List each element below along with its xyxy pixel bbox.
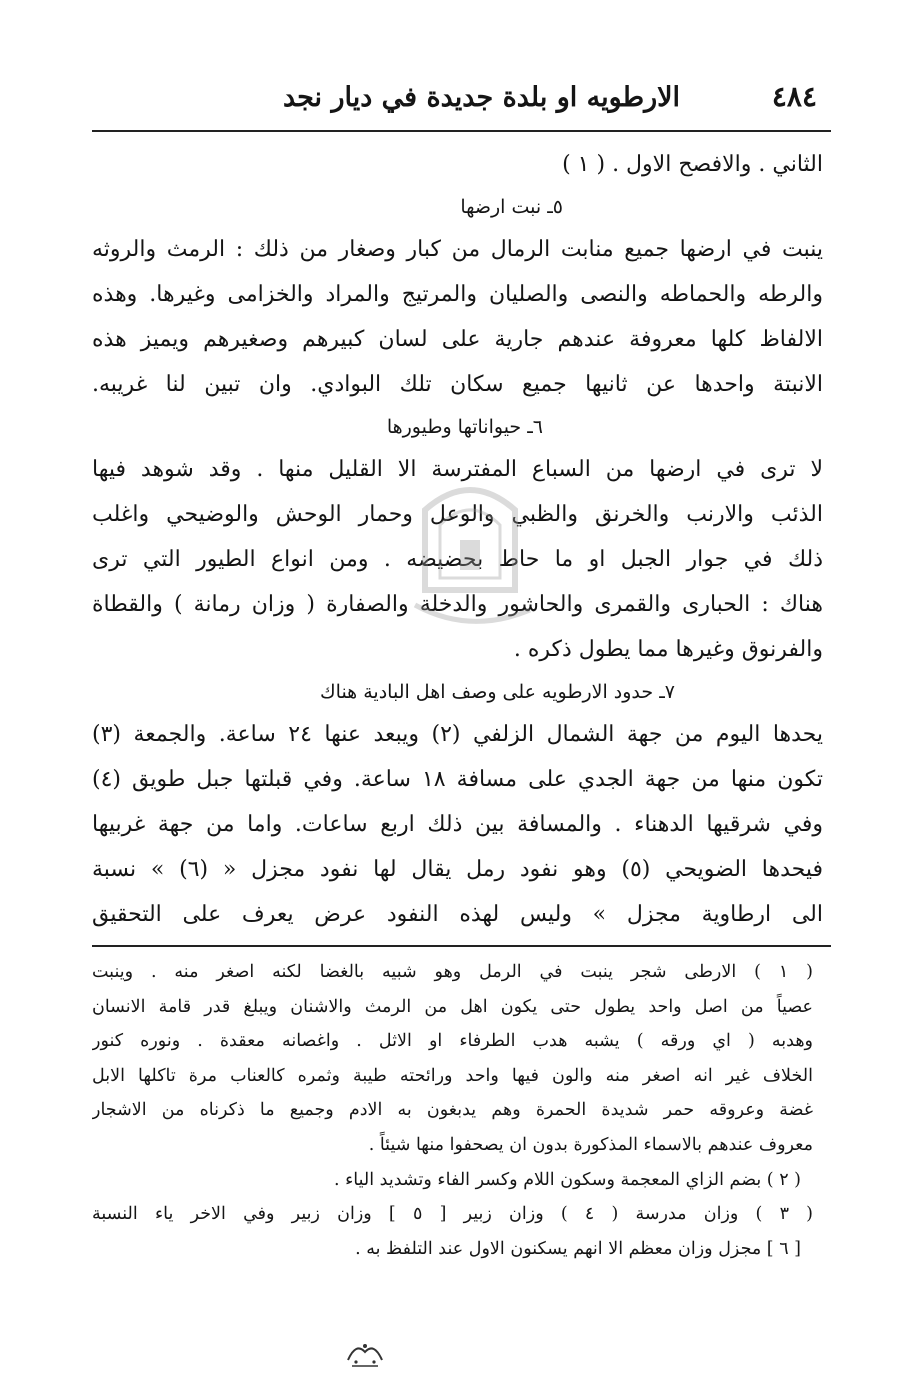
header-rule (92, 130, 831, 132)
footnote-line: عصياً من اصل واحد يطول حتى يكون اهل من الرمث والاشنان ويبلغ قدر قامة الانسان (92, 996, 813, 1017)
text-line: الانبتة واحدها عن ثانيها جميع سكان تلك البوادي. وان تبين لنا غريبه. (92, 372, 823, 397)
footnote-4: [ ٦ ] مجزل وزان معظم الا انهم يسكنون الاول عند التلفظ به . (355, 1238, 801, 1259)
text-line: تكون منها من جهة الجدي على مسافة ١٨ ساعة. وفي قبلتها جبل طويق (٤) (92, 767, 823, 792)
footnote-2: ( ٢ ) بضم الزاي المعجمة وسكون اللام وكسر الفاء وتشديد الياء . (333, 1169, 801, 1190)
text-line: والرطه والحماطه والنصى والصليان والمرتيج والمراد والخزامى وغيرها. وهذه (92, 282, 823, 307)
section-heading-5: ٥ـ نبت ارضها (460, 196, 563, 218)
footnote-line: ( ١ ) الارطى شجر ينبت في الرمل وهو شبيه بالغضا لكنه اصغر منه . وينبت (92, 962, 813, 982)
footnote-line: الخلاف غير انه اصغر منه والون فيها واحد ورائحته طيبة وثمره كالعناب مرة تاكلها الابل (92, 1065, 813, 1086)
section-heading-7: ٧ـ حدود الارطويه على وصف اهل البادية هناك (320, 681, 675, 703)
text-line: الى ارطاوية مجزل » وليس لهذه النفود عرض يعرف على التحقيق (92, 902, 823, 927)
text-line: الذئب والارنب والخرنق والظبي والوعل وحمار الوحش والوضيحي واغلب (92, 502, 823, 527)
text-line: الالفاظ كلها معروفة عندهم جارية على لسان كبيرهم وصغيرهم ويميز هذه (92, 327, 823, 352)
footnote-line: غضة وعروقه حمر شديدة الحمرة وهم يدبغون به الادم وجميع ما ذكرناه من الاشجار (92, 1100, 813, 1121)
text-line: ينبت في ارضها جميع منابت الرمال من كبار وصغار من ذلك : الرمث والروثه (92, 237, 823, 262)
library-stamp-watermark (405, 470, 535, 640)
text-line: فيحدها الضويحي (٥) وهو نفود رمل يقال لها نفود مجزل « (٦) » نسبة (92, 857, 823, 882)
section-heading-6: ٦ـ حيواناتها وطيورها (386, 416, 543, 438)
text-line: هناك : الحبارى والقمرى والحاشور والدخلة والصفارة ( وزان رمانة ) والقطاة (92, 592, 823, 617)
text-line: وفي شرقيها الدهناء . والمسافة بين ذلك اربع ساعات. واما من جهة غربيها (92, 812, 823, 837)
text-line: لا ترى في ارضها من السباع المفترسة الا القليل منها . وقد شوهد فيها (92, 457, 823, 482)
footnote-rule (92, 945, 831, 947)
footnote-3: ( ٣ ) وزان مدرسة ( ٤ ) وزان زبير [ ٥ ] وزان زبير وفي الاخر ياء النسبة (92, 1204, 813, 1225)
footnote-line: وهدبه ( اي ورقه ) يشبه هدب الطرفاء او الاثل . واغصانه معقدة . ونوره كنور (92, 1031, 813, 1052)
text-line: ذلك في جوار الجبل او ما حاط بحضيضه . ومن انواع الطيور التي ترى (92, 547, 823, 572)
footnotes (92, 955, 813, 1266)
running-title: الارطويه او بلدة جديدة في ديار نجد (282, 82, 681, 113)
text-line: يحدها اليوم من جهة الشمال الزلفي (٢) ويبعد عنها ٢٤ ساعة. والجمعة (٣) (92, 722, 823, 747)
ornament-icon (344, 1338, 386, 1368)
page-header (92, 80, 831, 120)
text-line: والفرنوق وغيرها مما يطول ذكره . (513, 637, 823, 662)
page-number: ٤٨٤ (771, 80, 817, 113)
footnote-line: معروف عندهم بالاسماء المذكورة بدون ان يصحفوا منها شيئاً . (368, 1134, 813, 1155)
text-line: الثاني . والافصح الاول . ( ١ ) (562, 152, 823, 177)
